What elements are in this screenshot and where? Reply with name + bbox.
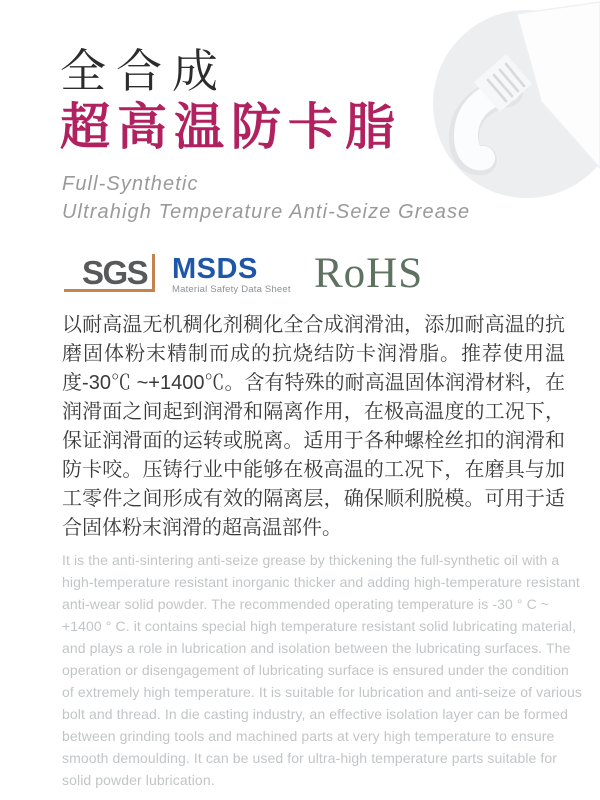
msds-logo-caption: Material Safety Data Sheet: [172, 284, 291, 295]
page-subtitle-en: [62, 170, 470, 226]
subtitle-line-2: Ultrahigh Temperature Anti-Seize Grease: [62, 201, 471, 223]
subtitle-line-1: Full-Synthetic: [62, 173, 199, 195]
description-chinese: 以耐高温无机稠化剂稠化全合成润滑油，添加耐高温的抗磨固体粉末精制而成的抗烧结防卡润滑脂。推荐使用温度-30℃ ~+1400℃。含有特殊的耐高温固体润滑材料，在润滑面之间起到润滑和隔离作用，在极高温度的工况下，保证润滑面的运转或脱离。适用于各种螺栓丝扣的润滑和防卡咬。压铸行业中能够在极高温的工况下，在磨具与加工零件之间形成有效的隔离层，确保顺利脱模。可用于适合固体粉末润滑的超高温部件。: [62, 314, 565, 539]
msds-certification-logo: [172, 253, 291, 295]
sgs-logo-text: SGS: [82, 254, 148, 291]
description-english: It is the anti-sintering anti-seize grease by thickening the full-synthetic oil with a high-temperature resistant inorganic thicker and adding high-temperature resistant anti-wear solid powder. The recommended operating temperature is -30 ° C ~ +1400 ° C. it contains special high temperature resistant solid lubricating material, and plays a role in lubrication and isolation between the lubricating surfaces. The operation or disengagement of lubricating surface is ensured under the condition of extremely high temperature. It is suitable for lubrication and anti-seize of various bolt and thread. In die casting industry, an effective isolation layer can be formed between grinding tools and machined parts at very high temperature to ensure smooth demoulding. It can be used for ultra-high temperature parts suitable for solid powder lubrication.: [62, 552, 582, 788]
msds-logo-text: MSDS: [172, 253, 258, 285]
page-title-cn-accent: 超高温防卡脂: [60, 99, 402, 155]
rohs-certification-logo: RoHS: [314, 250, 424, 297]
sgs-certification-logo: [64, 254, 155, 292]
page-title-cn: 全合成: [60, 45, 228, 97]
